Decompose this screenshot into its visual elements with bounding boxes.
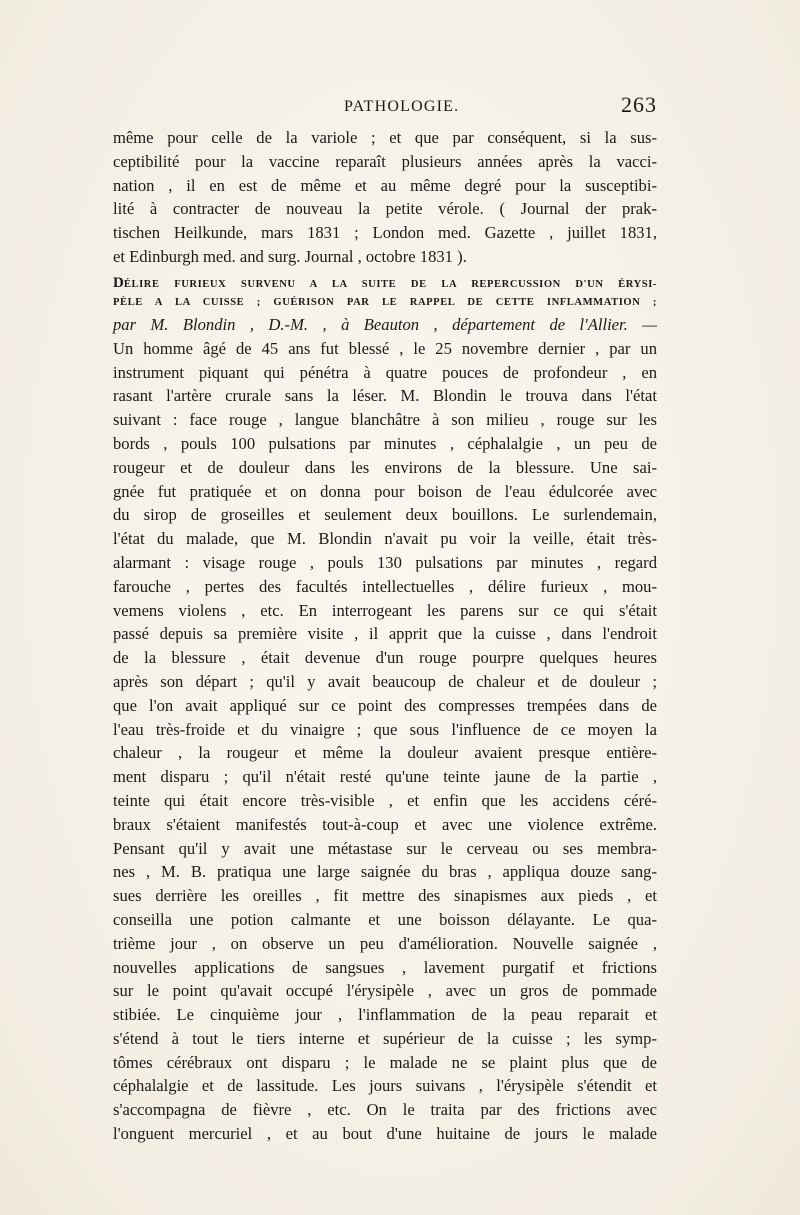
page-number: 263 [621, 92, 657, 117]
text-line: Pensant qu'il y avait une métastase sur le cerveau ou ses membra- [113, 838, 657, 858]
text-line: tischen Heilkunde, mars 1831 ; London med. Gazette , juillet 1831, [113, 223, 657, 243]
text-line: l'onguent mercuriel , et au bout d'une huitaine de jours le malade [113, 1124, 657, 1144]
running-head-title: PATHOLOGIE. [344, 98, 460, 115]
text-line: de la blessure , était devenue d'un rouge pourpre quelques heures [113, 648, 657, 668]
text-line: bords , pouls 100 pulsations par minutes , céphalalgie , un peu de [113, 433, 657, 453]
heading-line-1-text: ÉLIRE FURIEUX SURVENU A LA SUITE DE LA REPERCUSSION D'UN ÉRYSI- [123, 278, 657, 290]
body-paragraph [113, 337, 657, 1146]
text-line: du sirop de groseilles et seulement deux bouillons. Le surlendemain, [113, 505, 657, 525]
running-head [113, 92, 657, 124]
text-line: trième jour , on observe un peu d'amélioration. Nouvelle saignée , [113, 933, 657, 953]
text-block [113, 92, 657, 1146]
text-line: sues derrière les oreilles , fit mettre des sinapismes aux pieds , et [113, 886, 657, 906]
text-line: que l'on avait appliqué sur ce point des compresses trempées dans de [113, 695, 657, 715]
article-heading [113, 273, 657, 313]
text-line: s'étend à tout le tiers interne et supérieur de la cuisse ; les symp- [113, 1028, 657, 1048]
text-line: et Edinburgh med. and surg. Journal , octobre 1831 ). [113, 246, 467, 266]
intro-paragraph [113, 126, 657, 269]
text-line: chaleur , la rougeur et même la douleur avaient presque entière- [113, 743, 657, 763]
text-line: nes , M. B. pratiqua une large saignée du bras , appliqua douze sang- [113, 862, 657, 882]
text-line: nation , il en est de même et au même degré pour la susceptibi- [113, 175, 657, 195]
heading-initial: D [113, 274, 124, 291]
text-line: même pour celle de la variole ; et que par conséquent, si la sus- [113, 128, 657, 147]
text-line: céphalalgie et de lassitude. Les jours suivans , l'érysipèle s'étendit et [113, 1076, 657, 1096]
text-line: stibiée. Le cinquième jour , l'inflammation de la peau reparait et [113, 1005, 657, 1025]
text-line: ceptibilité pour la vaccine reparaît plusieurs années après la vacci- [113, 151, 657, 171]
text-line: teinte qui était encore très-visible , et enfin que les accidens céré- [113, 790, 657, 810]
text-line: après son départ ; qu'il y avait beaucoup de chaleur et de douleur ; [113, 671, 657, 691]
text-line: gnée fut pratiquée et on donna pour boison de l'eau édulcorée avec [113, 481, 657, 501]
text-line: ment disparu ; qu'il n'était resté qu'une teinte jaune de la partie , [113, 767, 657, 787]
text-line: rasant l'artère crurale sans la léser. M. Blondin le trouva dans l'état [113, 386, 657, 406]
text-line: farouche , pertes des facultés intellectuelles , délire furieux , mou- [113, 576, 657, 596]
text-line: s'accompagna de fièvre , etc. On le traita par des frictions avec [113, 1100, 657, 1120]
text-line: l'état du malade, que M. Blondin n'avait pu voir la veille, était très- [113, 529, 657, 549]
author-line: par M. Blondin , D.-M. , à Beauton , département de l'Allier. — [113, 314, 657, 334]
text-line: lité à contracter de nouveau la petite vérole. ( Journal der prak- [113, 199, 657, 219]
text-line: instrument piquant qui pénétra à quatre pouces de profondeur , en [113, 362, 657, 382]
text-line: braux s'étaient manifestés tout-à-coup et avec une violence extrême. [113, 814, 657, 834]
text-line: l'eau très-froide et du vinaigre ; que sous l'influence de ce moyen la [113, 719, 657, 739]
text-line: rougeur et de douleur dans les environs de la blessure. Une sai- [113, 457, 657, 477]
text-line: sur le point qu'avait occupé l'érysipèle , avec un gros de pommade [113, 981, 657, 1001]
text-line: conseilla une potion calmante et une boisson délayante. Le qua- [113, 909, 657, 929]
text-line: vemens violens , etc. En interrogeant les parens sur ce qui s'était [113, 600, 657, 620]
text-line: passé depuis sa première visite , il apprit que la cuisse , dans l'endroit [113, 624, 657, 644]
text-line: suivant : face rouge , langue blanchâtre à son milieu , rouge sur les [113, 410, 657, 430]
text-line: Un homme âgé de 45 ans fut blessé , le 25 novembre dernier , par un [113, 338, 657, 358]
heading-line-2: PÈLE A LA CUISSE ; GUÉRISON PAR LE RAPPEL DE CETTE INFLAMMATION ; [113, 296, 657, 308]
text-line: tômes cérébraux ont disparu ; le malade ne se plaint plus que de [113, 1052, 657, 1072]
text-line: alarmant : visage rouge , pouls 130 pulsations par minutes , regard [113, 552, 657, 572]
text-line: nouvelles applications de sangsues , lavement purgatif et frictions [113, 957, 657, 977]
heading-line-1 [113, 273, 657, 293]
